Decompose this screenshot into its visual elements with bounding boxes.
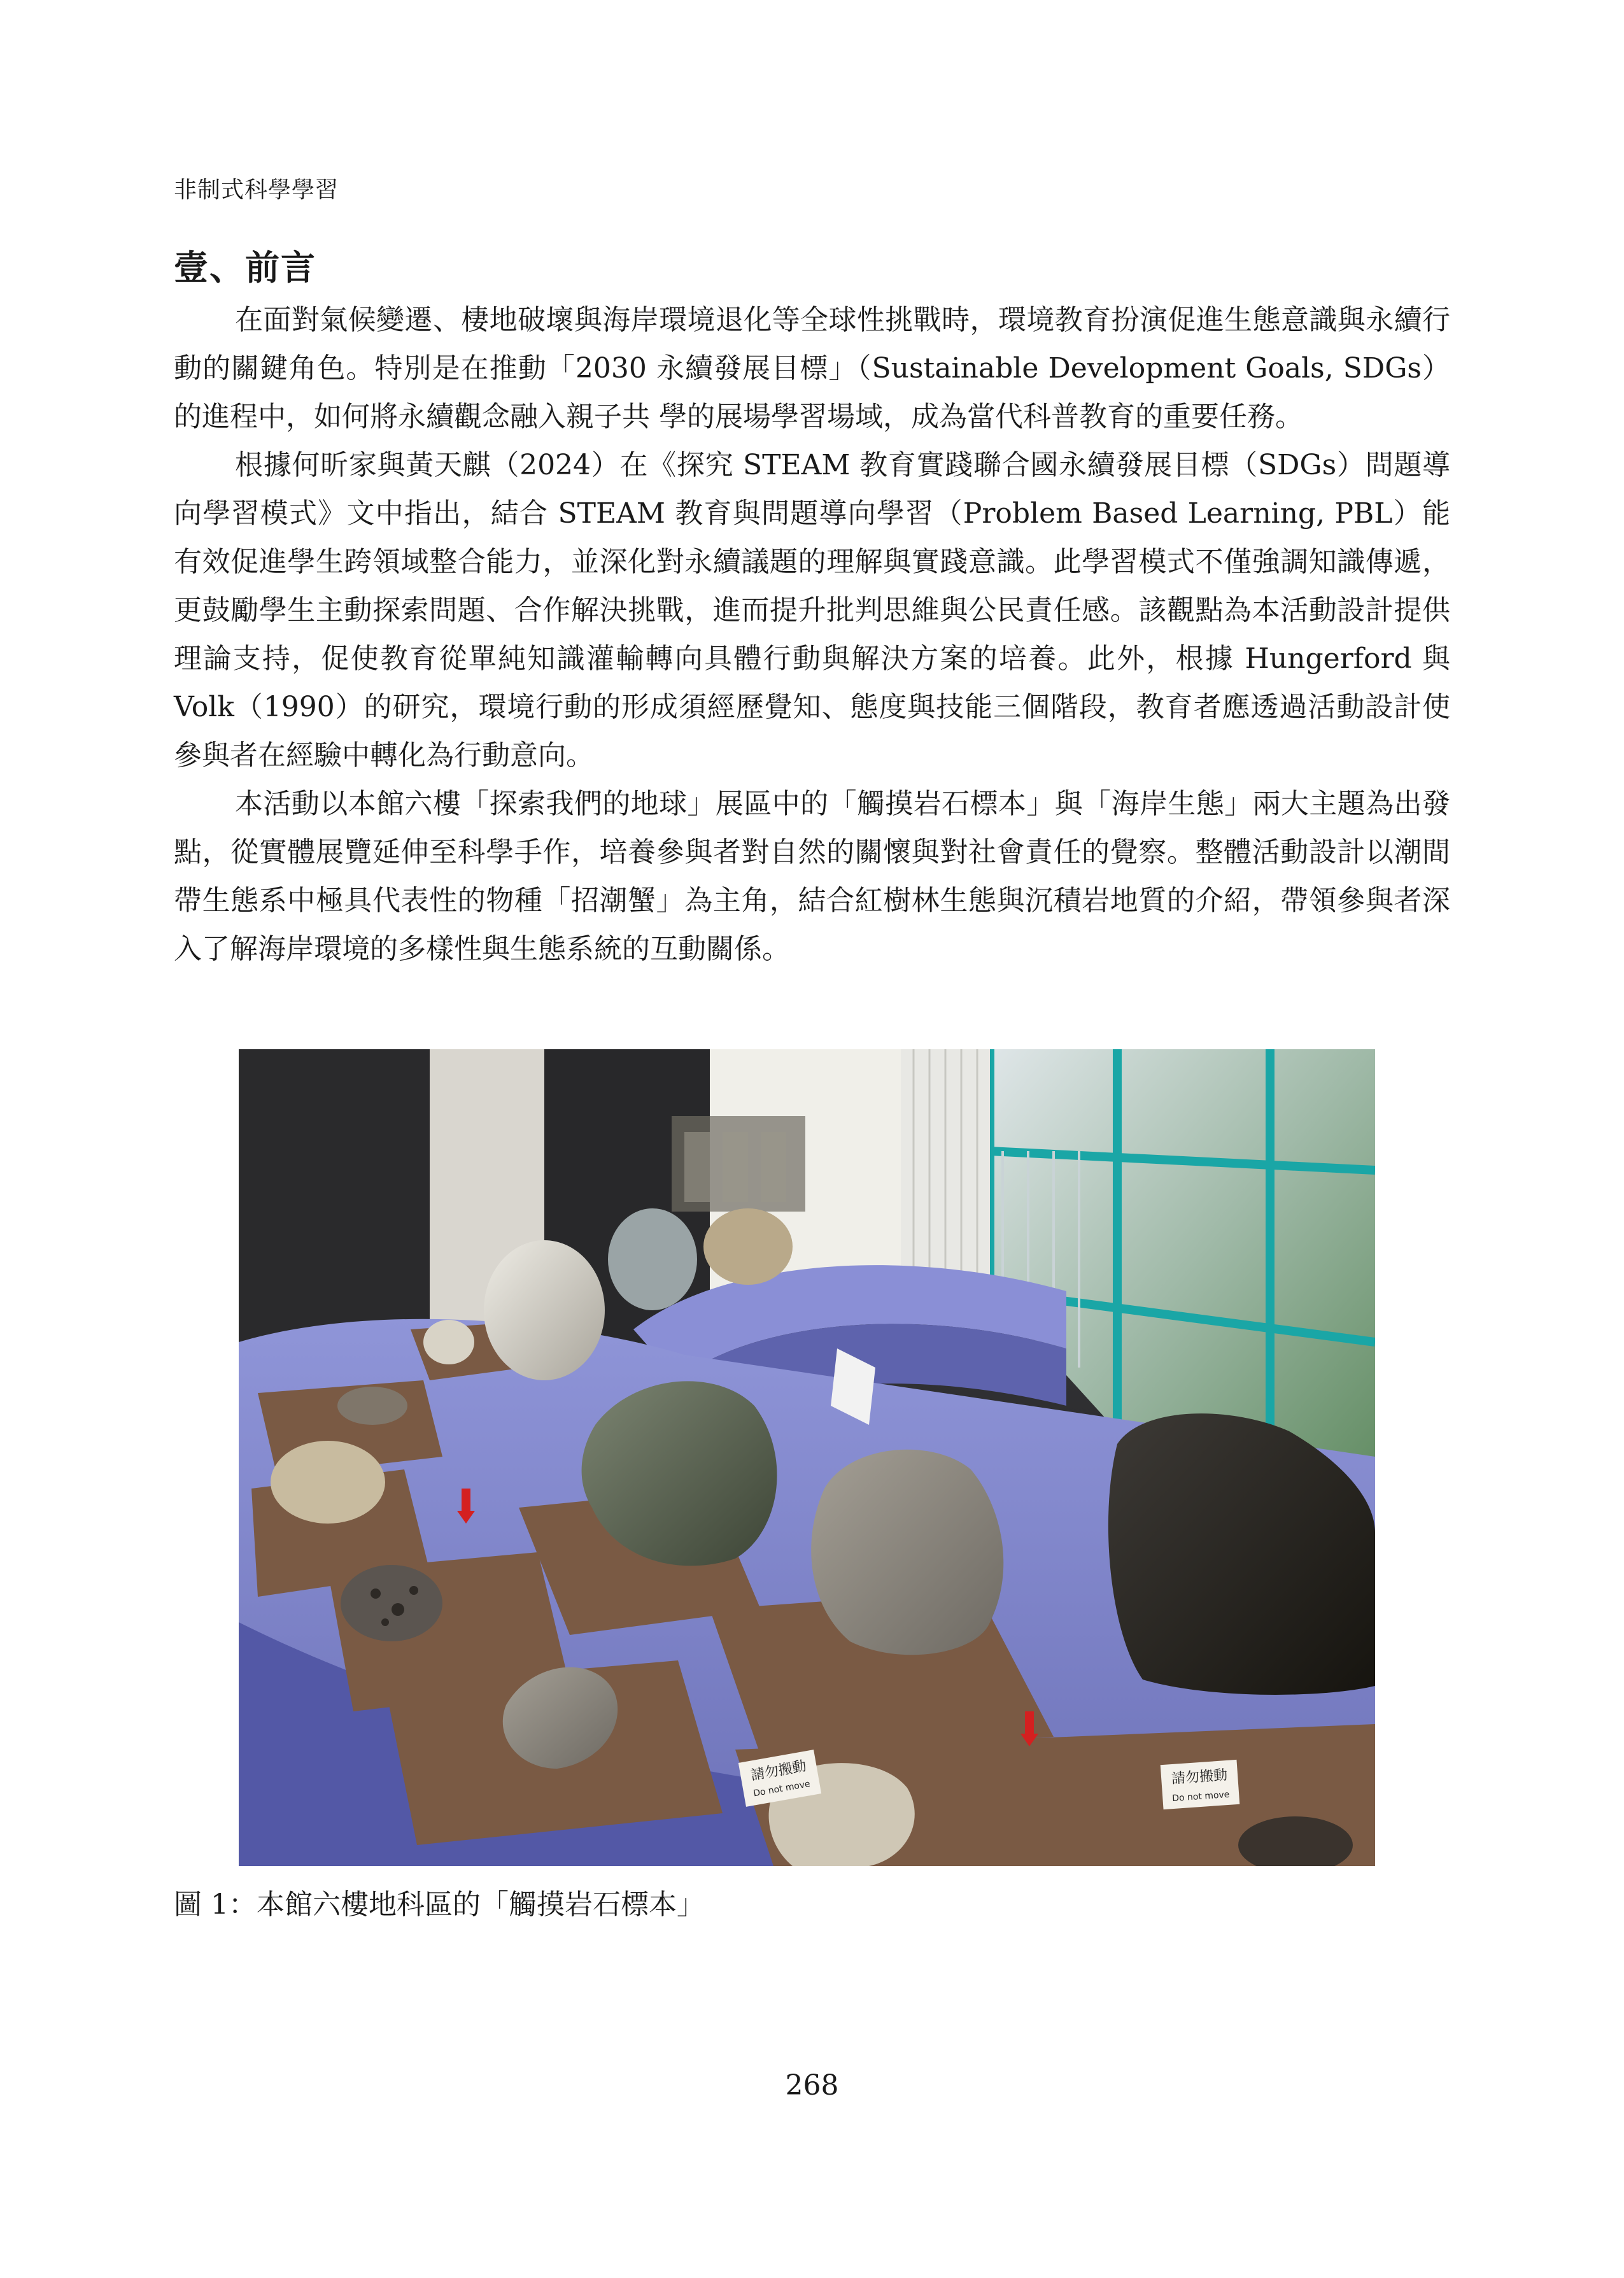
rock-specimen-photo	[239, 1049, 1375, 1866]
running-header: 非制式科學學習	[174, 177, 339, 203]
figure-caption: 圖 1：本館六樓地科區的「觸摸岩石標本」	[174, 1888, 705, 1921]
sign-subtext-left: Do not move	[752, 1779, 811, 1799]
page-number: 268	[785, 2069, 839, 2102]
paragraph-2: 根據何昕家與黃天麒（2024）在《探究 STEAM 教育實踐聯合國永續發展目標（SDGs）問題導向學習模式》文中指出，結合 STEAM 教育與問題導向學習（Problem Based Learning, PBL）能有效促進學生跨領域整合能力，並深化對永續議題的理解與實踐意識。此學習模式不僅強調知識傳遞，更鼓勵學生主動探索問題、合作解決挑戰，進而提升批判思維與公民責任感。該觀點為本活動設計提供理論支持，促使教育從單純知識灌輸轉向具體行動與解決方案的培養。此外，根據 Hungerford 與 Volk（1990）的研究，環境行動的形成須經歷覺知、態度與技能三個階段，教育者應透過活動設計使參與者在經驗中轉化為行動意向。	[174, 449, 1450, 772]
sign-text-left: 請勿搬動	[749, 1758, 808, 1784]
paragraph-1: 在面對氣候變遷、棲地破壞與海岸環境退化等全球性挑戰時，環境教育扮演促進生態意識與永續行動的關鍵角色。特別是在推動「2030 永續發展目標」（Sustainable Development Goals, SDGs）的進程中，如何將永續觀念融入親子共 學的展場學習場域，成為當代科普教育的重要任務。	[174, 304, 1450, 433]
sign-text-right: 請勿搬動	[1171, 1767, 1228, 1788]
section-title: 壹、前言	[174, 248, 316, 288]
paragraph-3: 本活動以本館六樓「探索我們的地球」展區中的「觸摸岩石標本」與「海岸生態」兩大主題為出發點，從實體展覽延伸至科學手作，培養參與者對自然的關懷與對社會責任的覺察。整體活動設計以潮間帶生態系中極具代表性的物種「招潮蟹」為主角，結合紅樹林生態與沉積岩地質的介紹，帶領參與者深入了解海岸環境的多樣性與生態系統的互動關係。	[174, 788, 1450, 965]
photo-illustration	[239, 1049, 1375, 1866]
body-text	[174, 296, 1450, 973]
sign-subtext-right: Do not move	[1171, 1789, 1230, 1804]
